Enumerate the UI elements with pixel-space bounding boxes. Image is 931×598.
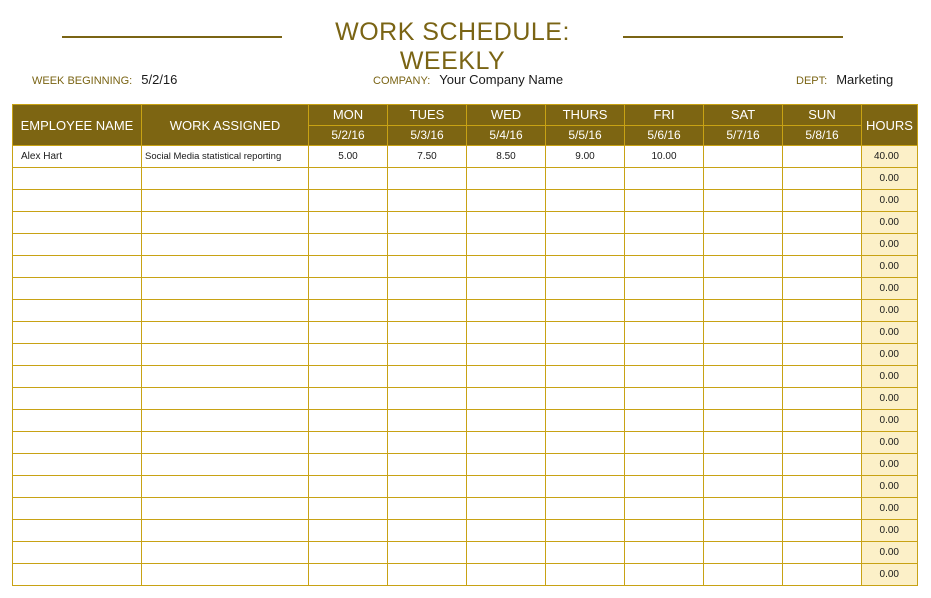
hours-cell[interactable] <box>704 190 783 212</box>
title-rule-right <box>623 36 843 38</box>
hours-cell[interactable] <box>625 476 704 498</box>
hours-cell[interactable] <box>467 388 546 410</box>
hours-cell[interactable] <box>704 542 783 564</box>
hours-cell[interactable] <box>625 344 704 366</box>
total-hours-cell: 0.00 <box>862 366 918 388</box>
header-day: TUES <box>388 105 467 126</box>
hours-cell[interactable] <box>388 564 467 586</box>
hours-cell[interactable] <box>546 190 625 212</box>
hours-cell[interactable] <box>309 278 388 300</box>
hours-cell[interactable] <box>467 564 546 586</box>
hours-cell[interactable] <box>704 454 783 476</box>
hours-cell[interactable] <box>783 300 862 322</box>
week-beginning-label: WEEK BEGINNING: <box>32 75 133 87</box>
hours-cell[interactable] <box>783 256 862 278</box>
hours-cell[interactable] <box>783 366 862 388</box>
header-date: 5/6/16 <box>625 125 704 146</box>
hours-cell[interactable] <box>546 278 625 300</box>
header-date: 5/7/16 <box>704 125 783 146</box>
table-row <box>13 498 918 520</box>
total-hours-cell: 0.00 <box>862 278 918 300</box>
hours-cell[interactable] <box>546 256 625 278</box>
hours-cell[interactable] <box>467 410 546 432</box>
hours-cell[interactable] <box>388 366 467 388</box>
hours-cell[interactable] <box>546 476 625 498</box>
hours-cell[interactable] <box>388 256 467 278</box>
total-hours-cell: 0.00 <box>862 256 918 278</box>
hours-cell[interactable] <box>467 168 546 190</box>
header-date: 5/2/16 <box>309 125 388 146</box>
total-hours-cell: 0.00 <box>862 168 918 190</box>
total-hours-cell: 0.00 <box>862 564 918 586</box>
employee-name-cell[interactable] <box>13 410 142 432</box>
total-hours-cell: 0.00 <box>862 190 918 212</box>
hours-cell[interactable] <box>704 520 783 542</box>
table-row <box>13 344 918 366</box>
hours-cell[interactable] <box>783 454 862 476</box>
hours-cell[interactable] <box>467 542 546 564</box>
hours-cell[interactable] <box>625 454 704 476</box>
hours-cell[interactable] <box>309 454 388 476</box>
hours-cell[interactable] <box>783 234 862 256</box>
total-hours-cell: 40.00 <box>862 146 918 168</box>
hours-cell[interactable] <box>388 454 467 476</box>
hours-cell[interactable] <box>467 520 546 542</box>
hours-cell[interactable] <box>783 168 862 190</box>
schedule-body <box>13 146 918 586</box>
dept-label: DEPT: <box>796 75 828 87</box>
hours-cell[interactable] <box>783 498 862 520</box>
hours-cell[interactable] <box>546 388 625 410</box>
hours-cell[interactable] <box>467 454 546 476</box>
hours-cell[interactable] <box>309 388 388 410</box>
work-assigned-cell[interactable] <box>142 366 309 388</box>
table-row <box>13 454 918 476</box>
work-assigned-cell[interactable] <box>142 212 309 234</box>
hours-cell[interactable] <box>625 168 704 190</box>
header-date: 5/3/16 <box>388 125 467 146</box>
work-assigned-cell[interactable] <box>142 498 309 520</box>
hours-cell[interactable] <box>783 410 862 432</box>
hours-cell[interactable]: 9.00 <box>546 146 625 168</box>
hours-cell[interactable] <box>625 300 704 322</box>
employee-name-cell[interactable] <box>13 476 142 498</box>
hours-cell[interactable] <box>309 366 388 388</box>
page-title: WORK SCHEDULE: WEEKLY <box>335 18 570 75</box>
hours-cell[interactable] <box>309 410 388 432</box>
week-beginning-value[interactable]: 5/2/16 <box>141 72 178 87</box>
hours-cell[interactable] <box>309 212 388 234</box>
total-hours-cell: 0.00 <box>862 388 918 410</box>
hours-cell[interactable] <box>546 432 625 454</box>
hours-cell[interactable] <box>783 190 862 212</box>
header-hours: HOURS <box>862 105 918 146</box>
hours-cell[interactable] <box>625 542 704 564</box>
employee-name-cell[interactable] <box>13 454 142 476</box>
hours-cell[interactable] <box>546 564 625 586</box>
hours-cell[interactable] <box>388 542 467 564</box>
hours-cell[interactable] <box>309 256 388 278</box>
employee-name-cell[interactable] <box>13 278 142 300</box>
work-assigned-cell[interactable] <box>142 454 309 476</box>
hours-cell[interactable] <box>388 278 467 300</box>
dept-field <box>796 72 893 87</box>
hours-cell[interactable]: 10.00 <box>625 146 704 168</box>
hours-cell[interactable] <box>704 432 783 454</box>
employee-name-cell[interactable] <box>13 432 142 454</box>
hours-cell[interactable] <box>467 300 546 322</box>
total-hours-cell: 0.00 <box>862 520 918 542</box>
hours-cell[interactable] <box>467 256 546 278</box>
hours-cell[interactable] <box>467 234 546 256</box>
total-hours-cell: 0.00 <box>862 344 918 366</box>
hours-cell[interactable]: 8.50 <box>467 146 546 168</box>
work-assigned-cell[interactable] <box>142 190 309 212</box>
hours-cell[interactable] <box>388 234 467 256</box>
hours-cell[interactable] <box>309 432 388 454</box>
hours-cell[interactable] <box>309 542 388 564</box>
employee-name-cell[interactable] <box>13 498 142 520</box>
hours-cell[interactable] <box>704 256 783 278</box>
header-date: 5/5/16 <box>546 125 625 146</box>
hours-cell[interactable] <box>783 476 862 498</box>
hours-cell[interactable] <box>388 300 467 322</box>
header-day: SUN <box>783 105 862 126</box>
hours-cell[interactable] <box>546 212 625 234</box>
header-date: 5/8/16 <box>783 125 862 146</box>
hours-cell[interactable] <box>388 212 467 234</box>
hours-cell[interactable] <box>388 322 467 344</box>
hours-cell[interactable] <box>467 498 546 520</box>
hours-cell[interactable] <box>704 564 783 586</box>
hours-cell[interactable] <box>309 190 388 212</box>
table-row <box>13 190 918 212</box>
hours-cell[interactable] <box>625 366 704 388</box>
hours-cell[interactable] <box>467 432 546 454</box>
table-row <box>13 564 918 586</box>
total-hours-cell: 0.00 <box>862 542 918 564</box>
table-row <box>13 168 918 190</box>
hours-cell[interactable] <box>467 212 546 234</box>
hours-cell[interactable] <box>704 498 783 520</box>
hours-cell[interactable] <box>783 146 862 168</box>
hours-cell[interactable] <box>388 520 467 542</box>
hours-cell[interactable] <box>309 344 388 366</box>
work-assigned-cell[interactable] <box>142 542 309 564</box>
hours-cell[interactable] <box>783 322 862 344</box>
hours-cell[interactable] <box>704 168 783 190</box>
hours-cell[interactable] <box>625 388 704 410</box>
work-assigned-cell[interactable] <box>142 564 309 586</box>
hours-cell[interactable] <box>625 410 704 432</box>
hours-cell[interactable] <box>783 564 862 586</box>
hours-cell[interactable] <box>704 410 783 432</box>
table-row <box>13 278 918 300</box>
hours-cell[interactable] <box>625 256 704 278</box>
employee-name-cell[interactable] <box>13 322 142 344</box>
hours-cell[interactable] <box>625 564 704 586</box>
employee-name-cell[interactable] <box>13 542 142 564</box>
table-row <box>13 410 918 432</box>
hours-cell[interactable] <box>546 344 625 366</box>
hours-cell[interactable] <box>783 542 862 564</box>
hours-cell[interactable] <box>467 366 546 388</box>
table-row <box>13 388 918 410</box>
total-hours-cell: 0.00 <box>862 234 918 256</box>
employee-name-cell[interactable] <box>13 234 142 256</box>
header-work-assigned: WORK ASSIGNED <box>142 105 309 146</box>
hours-cell[interactable] <box>546 322 625 344</box>
hours-cell[interactable] <box>546 520 625 542</box>
employee-name-cell[interactable] <box>13 256 142 278</box>
hours-cell[interactable] <box>309 168 388 190</box>
work-assigned-cell[interactable] <box>142 256 309 278</box>
hours-cell[interactable] <box>704 278 783 300</box>
total-hours-cell: 0.00 <box>862 212 918 234</box>
work-assigned-cell[interactable] <box>142 344 309 366</box>
hours-cell[interactable] <box>783 432 862 454</box>
employee-name-cell[interactable] <box>13 388 142 410</box>
table-row <box>13 212 918 234</box>
hours-cell[interactable] <box>625 190 704 212</box>
hours-cell[interactable] <box>625 498 704 520</box>
hours-cell[interactable] <box>546 498 625 520</box>
hours-cell[interactable] <box>309 564 388 586</box>
table-row <box>13 542 918 564</box>
hours-cell[interactable] <box>388 498 467 520</box>
hours-cell[interactable] <box>704 366 783 388</box>
hours-cell[interactable] <box>704 344 783 366</box>
header-day: FRI <box>625 105 704 126</box>
hours-cell[interactable] <box>704 476 783 498</box>
hours-cell[interactable] <box>309 300 388 322</box>
total-hours-cell: 0.00 <box>862 498 918 520</box>
hours-cell[interactable] <box>783 278 862 300</box>
hours-cell[interactable] <box>546 454 625 476</box>
hours-cell[interactable] <box>309 498 388 520</box>
table-row <box>13 476 918 498</box>
employee-name-cell[interactable] <box>13 190 142 212</box>
hours-cell[interactable] <box>625 234 704 256</box>
work-assigned-cell[interactable] <box>142 234 309 256</box>
total-hours-cell: 0.00 <box>862 300 918 322</box>
header-day: WED <box>467 105 546 126</box>
header-day: MON <box>309 105 388 126</box>
hours-cell[interactable] <box>309 520 388 542</box>
hours-cell[interactable] <box>467 344 546 366</box>
total-hours-cell: 0.00 <box>862 322 918 344</box>
header-employee-name: EMPLOYEE NAME <box>13 105 142 146</box>
hours-cell[interactable] <box>546 168 625 190</box>
total-hours-cell: 0.00 <box>862 454 918 476</box>
work-assigned-cell[interactable] <box>142 520 309 542</box>
company-label: COMPANY: <box>373 75 431 87</box>
hours-cell[interactable] <box>704 212 783 234</box>
table-row <box>13 366 918 388</box>
hours-cell[interactable] <box>625 278 704 300</box>
work-assigned-cell[interactable]: Social Media statistical reporting <box>142 146 309 168</box>
week-beginning-field <box>32 72 177 87</box>
hours-cell[interactable] <box>625 520 704 542</box>
hours-cell[interactable] <box>467 190 546 212</box>
employee-name-cell[interactable] <box>13 168 142 190</box>
table-row <box>13 256 918 278</box>
hours-cell[interactable] <box>546 542 625 564</box>
hours-cell[interactable] <box>309 476 388 498</box>
hours-cell[interactable] <box>625 432 704 454</box>
dept-value[interactable]: Marketing <box>836 72 894 87</box>
table-row <box>13 520 918 542</box>
hours-cell[interactable] <box>783 344 862 366</box>
work-assigned-cell[interactable] <box>142 168 309 190</box>
table-row <box>13 146 918 168</box>
hours-cell[interactable] <box>783 212 862 234</box>
work-assigned-cell[interactable] <box>142 322 309 344</box>
table-row <box>13 234 918 256</box>
employee-name-cell[interactable] <box>13 300 142 322</box>
hours-cell[interactable] <box>704 388 783 410</box>
work-assigned-cell[interactable] <box>142 300 309 322</box>
work-assigned-cell[interactable] <box>142 476 309 498</box>
hours-cell[interactable]: 5.00 <box>309 146 388 168</box>
hours-cell[interactable] <box>625 212 704 234</box>
schedule-table <box>12 104 918 586</box>
work-assigned-cell[interactable] <box>142 410 309 432</box>
hours-cell[interactable] <box>704 300 783 322</box>
header-date: 5/4/16 <box>467 125 546 146</box>
hours-cell[interactable] <box>388 432 467 454</box>
hours-cell[interactable] <box>309 234 388 256</box>
work-assigned-cell[interactable] <box>142 432 309 454</box>
total-hours-cell: 0.00 <box>862 432 918 454</box>
hours-cell[interactable] <box>388 190 467 212</box>
hours-cell[interactable] <box>388 168 467 190</box>
company-field <box>373 72 563 87</box>
title-bar <box>0 18 931 75</box>
employee-name-cell[interactable]: Alex Hart <box>13 146 142 168</box>
employee-name-cell[interactable] <box>13 564 142 586</box>
total-hours-cell: 0.00 <box>862 476 918 498</box>
hours-cell[interactable] <box>388 388 467 410</box>
header-day: THURS <box>546 105 625 126</box>
work-assigned-cell[interactable] <box>142 388 309 410</box>
hours-cell[interactable] <box>546 234 625 256</box>
employee-name-cell[interactable] <box>13 212 142 234</box>
header-day: SAT <box>704 105 783 126</box>
hours-cell[interactable] <box>388 476 467 498</box>
employee-name-cell[interactable] <box>13 344 142 366</box>
hours-cell[interactable] <box>388 344 467 366</box>
employee-name-cell[interactable] <box>13 520 142 542</box>
hours-cell[interactable] <box>309 322 388 344</box>
hours-cell[interactable] <box>783 520 862 542</box>
company-value[interactable]: Your Company Name <box>439 72 564 87</box>
hours-cell[interactable] <box>546 410 625 432</box>
table-row <box>13 432 918 454</box>
work-assigned-cell[interactable] <box>142 278 309 300</box>
hours-cell[interactable]: 7.50 <box>388 146 467 168</box>
hours-cell[interactable] <box>467 476 546 498</box>
hours-cell[interactable] <box>388 410 467 432</box>
hours-cell[interactable] <box>704 322 783 344</box>
hours-cell[interactable] <box>546 366 625 388</box>
employee-name-cell[interactable] <box>13 366 142 388</box>
hours-cell[interactable] <box>704 146 783 168</box>
table-row <box>13 300 918 322</box>
hours-cell[interactable] <box>783 388 862 410</box>
hours-cell[interactable] <box>704 234 783 256</box>
table-row <box>13 322 918 344</box>
hours-cell[interactable] <box>546 300 625 322</box>
hours-cell[interactable] <box>467 322 546 344</box>
title-rule-left <box>62 36 282 38</box>
hours-cell[interactable] <box>625 322 704 344</box>
total-hours-cell: 0.00 <box>862 410 918 432</box>
hours-cell[interactable] <box>467 278 546 300</box>
